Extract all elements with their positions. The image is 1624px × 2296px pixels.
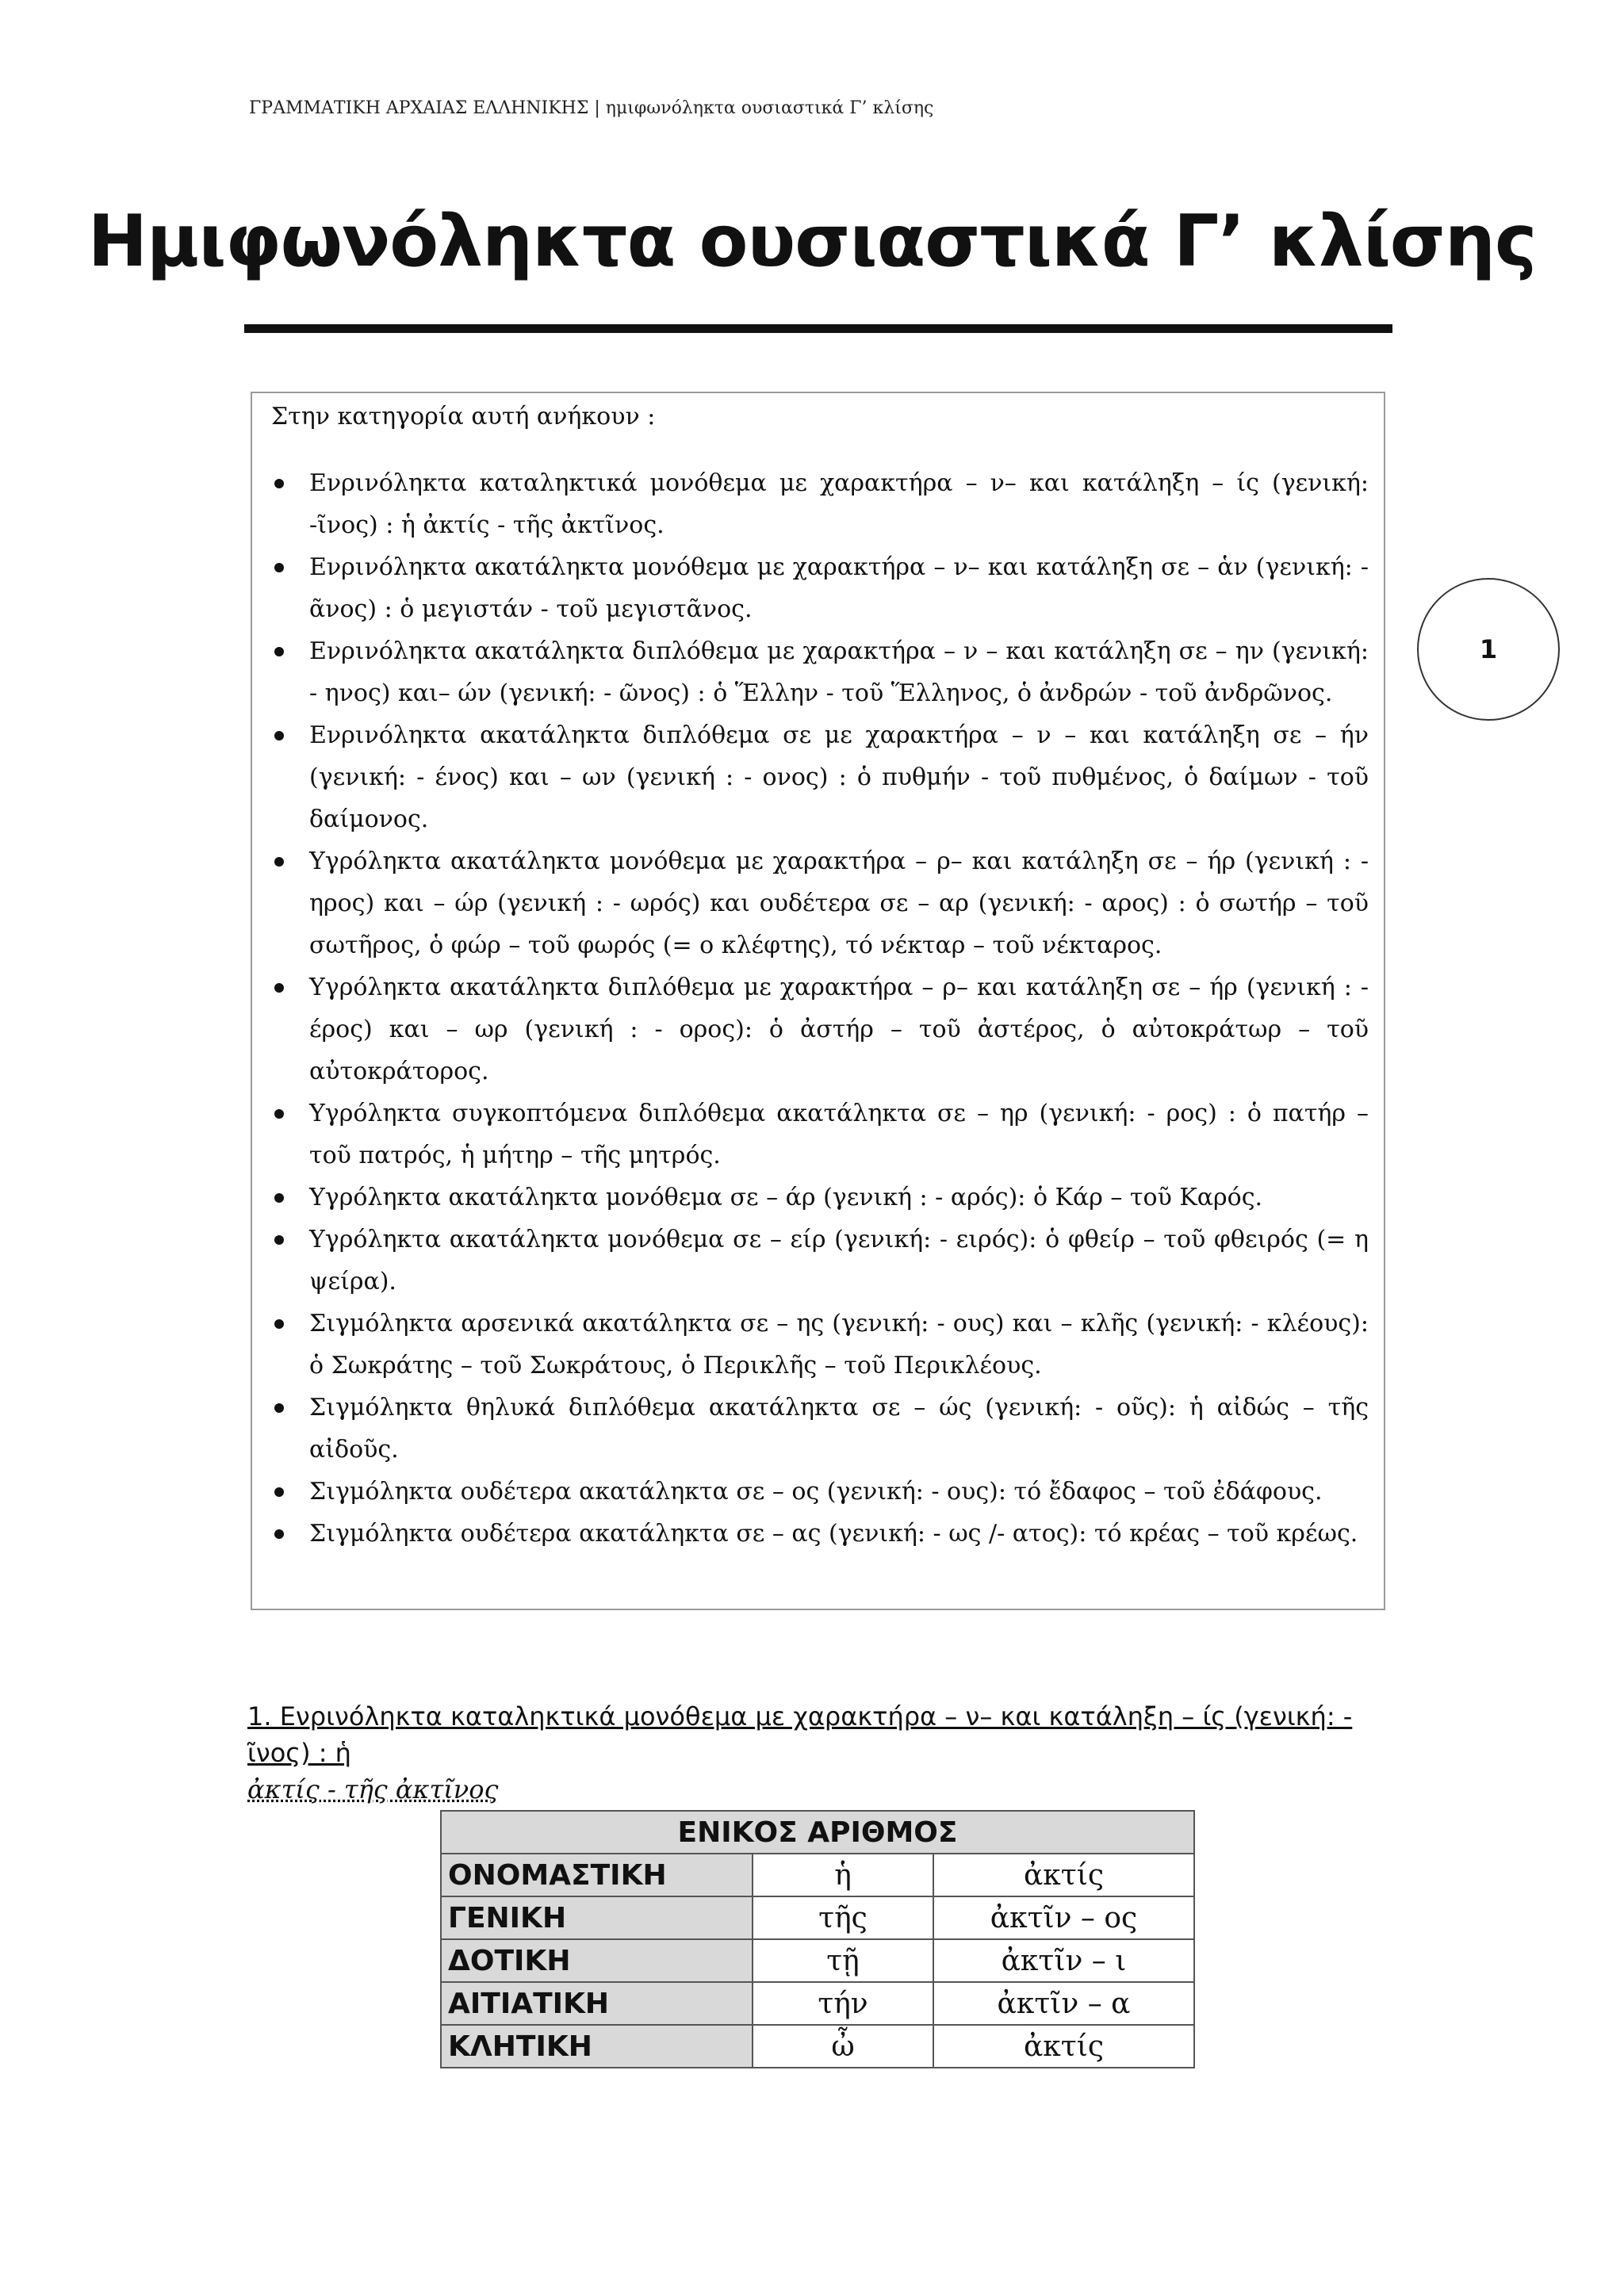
rule-item: Ενρινόληκτα ακατάληκτα μονόθεμα με χαρακτήρα – ν– και κατάληξη σε – ἁν (γενική: - ᾶνος) : ὁ μεγιστάν - τοῦ μεγιστᾶνος. xyxy=(271,546,1369,630)
section-heading-line2: ἀκτίς - τῆς ἀκτῖνος xyxy=(247,1774,499,1804)
form-cell: ἀκτῖν – ι xyxy=(933,1939,1194,1982)
rule-item: Ενρινόληκτα καταληκτικά μονόθεμα με χαρακτήρα – ν– και κατάληξη – ίς (γενική: -ῖνος) : ἡ ἀκτίς - τῆς ἀκτῖνος. xyxy=(271,462,1369,546)
section-heading-line1: 1. Ενρινόληκτα καταληκτικά μονόθεμα με χαρακτήρα – ν– και κατάληξη – ίς (γενική: - ῖνος) : ἡ xyxy=(247,1701,1353,1768)
case-name: ΑΙΤΙΑΤΙΚΗ xyxy=(441,1982,753,2025)
rule-item: Σιγμόληκτα θηλυκά διπλόθεμα ακατάληκτα σε – ώς (γενική: - οῦς): ἡ αἰδώς – τῆς αἰδοῦς. xyxy=(271,1387,1369,1471)
bullet-dot xyxy=(274,1487,284,1497)
form-cell: ἀκτίς xyxy=(933,2025,1194,2068)
table-header-row xyxy=(441,1811,1194,1854)
article-cell: τῇ xyxy=(753,1939,933,1982)
table-row xyxy=(441,1854,1194,1896)
rules-intro: Στην κατηγορία αυτή ανήκουν : xyxy=(271,403,656,430)
rule-item: Ενρινόληκτα ακατάληκτα διπλόθεμα σε με χαρακτήρα – ν – και κατάληξη σε – ήν (γενική: - ένος) και – ων (γενική : - ονος) : ὁ πυθμήν - τοῦ πυθμένος, ὁ δαίμων - τοῦ δαίμονος. xyxy=(271,714,1369,840)
table-row xyxy=(441,1939,1194,1982)
case-name: ΓΕΝΙΚΗ xyxy=(441,1896,753,1939)
rule-item: Ενρινόληκτα ακατάληκτα διπλόθεμα με χαρακτήρα – ν – και κατάληξη σε – ην (γενική: - ηνος) και– ών (γενική: - ῶνος) : ὁ Ἕλλην - τοῦ Ἕλληνος, ὁ ἀνδρών - τοῦ ἀνδρῶνος. xyxy=(271,630,1369,714)
bullet-dot xyxy=(274,479,284,488)
table-header: ΕΝΙΚΟΣ ΑΡΙΘΜΟΣ xyxy=(441,1811,1194,1854)
rules-list xyxy=(271,462,1369,1555)
form-cell: ἀκτίς xyxy=(933,1854,1194,1896)
bullet-dot xyxy=(274,1109,284,1119)
page-title: Ημιφωνόληκτα ουσιαστικά Γ’ κλίσης xyxy=(87,200,1537,283)
bullet-dot xyxy=(274,731,284,740)
page-number-badge: 1 xyxy=(1417,578,1560,721)
table-row xyxy=(441,1896,1194,1939)
rule-item: Υγρόληκτα ακατάληκτα μονόθεμα με χαρακτήρα – ρ– και κατάληξη σε – ήρ (γενική : - ηρος) και – ώρ (γενική : - ωρός) και ουδέτερα σε – αρ (γενική: - αρος) : ὁ σωτήρ – τοῦ σωτῆρος, ὁ φώρ – τοῦ φωρός (= ο κλέφτης), τό νέκταρ – τοῦ νέκταρος. xyxy=(271,840,1369,966)
bullet-dot xyxy=(274,1319,284,1329)
section-heading xyxy=(247,1698,1392,1808)
declension-table xyxy=(440,1810,1195,2068)
rule-item: Υγρόληκτα ακατάληκτα μονόθεμα σε – είρ (γενική: - ειρός): ὁ φθείρ – τοῦ φθειρός (= η ψείρα). xyxy=(271,1219,1369,1303)
article-cell: τῆς xyxy=(753,1896,933,1939)
article-cell: ὦ xyxy=(753,2025,933,2068)
form-cell: ἀκτῖν – α xyxy=(933,1982,1194,2025)
bullet-dot xyxy=(274,983,284,993)
table-row xyxy=(441,2025,1194,2068)
table-row xyxy=(441,1982,1194,2025)
form-cell: ἀκτῖν – ος xyxy=(933,1896,1194,1939)
rule-item: Υγρόληκτα συγκοπτόμενα διπλόθεμα ακατάληκτα σε – ηρ (γενική: - ρος) : ὁ πατήρ – τοῦ πατρός, ἡ μήτηρ – τῆς μητρός. xyxy=(271,1093,1369,1177)
bullet-dot xyxy=(274,1529,284,1539)
case-name: ΟΝΟΜΑΣΤΙΚΗ xyxy=(441,1854,753,1896)
bullet-dot xyxy=(274,563,284,572)
bullet-dot xyxy=(274,1235,284,1245)
bullet-dot xyxy=(274,1193,284,1203)
case-name: ΚΛΗΤΙΚΗ xyxy=(441,2025,753,2068)
rule-item: Σιγμόληκτα ουδέτερα ακατάληκτα σε – ος (γενική: - ους): τό ἔδαφος – τοῦ ἐδάφους. xyxy=(271,1471,1369,1513)
rule-item: Υγρόληκτα ακατάληκτα διπλόθεμα με χαρακτήρα – ρ– και κατάληξη σε – ήρ (γενική : - έρος) και – ωρ (γενική : - ορος): ὁ ἀστήρ – τοῦ ἀστέρος, ὁ αὐτοκράτωρ – τοῦ αὐτοκράτορος. xyxy=(271,966,1369,1093)
bullet-dot xyxy=(274,647,284,656)
article-cell: τήν xyxy=(753,1982,933,2025)
rule-item: Σιγμόληκτα ουδέτερα ακατάληκτα σε – ας (γενική: - ως /- ατος): τό κρέας – τοῦ κρέως. xyxy=(271,1513,1369,1555)
page-header: ΓΡΑΜΜΑΤΙΚΗ ΑΡΧΑΙΑΣ ΕΛΛΗΝΙΚΗΣ | ημιφωνόληκτα ουσιαστικά Γ’ κλίσης xyxy=(249,98,934,118)
rule-item: Υγρόληκτα ακατάληκτα μονόθεμα σε – άρ (γενική : - αρός): ὁ Κάρ – τοῦ Καρός. xyxy=(271,1177,1369,1219)
bullet-dot xyxy=(274,1403,284,1413)
rule-item: Σιγμόληκτα αρσενικά ακατάληκτα σε – ης (γενική: - ους) και – κλῆς (γενική: - κλέους): ὁ Σωκράτης – τοῦ Σωκράτους, ὁ Περικλῆς – τοῦ Περικλέους. xyxy=(271,1303,1369,1387)
case-name: ΔΟΤΙΚΗ xyxy=(441,1939,753,1982)
title-underline xyxy=(244,324,1392,333)
article-cell: ἡ xyxy=(753,1854,933,1896)
bullet-dot xyxy=(274,857,284,867)
